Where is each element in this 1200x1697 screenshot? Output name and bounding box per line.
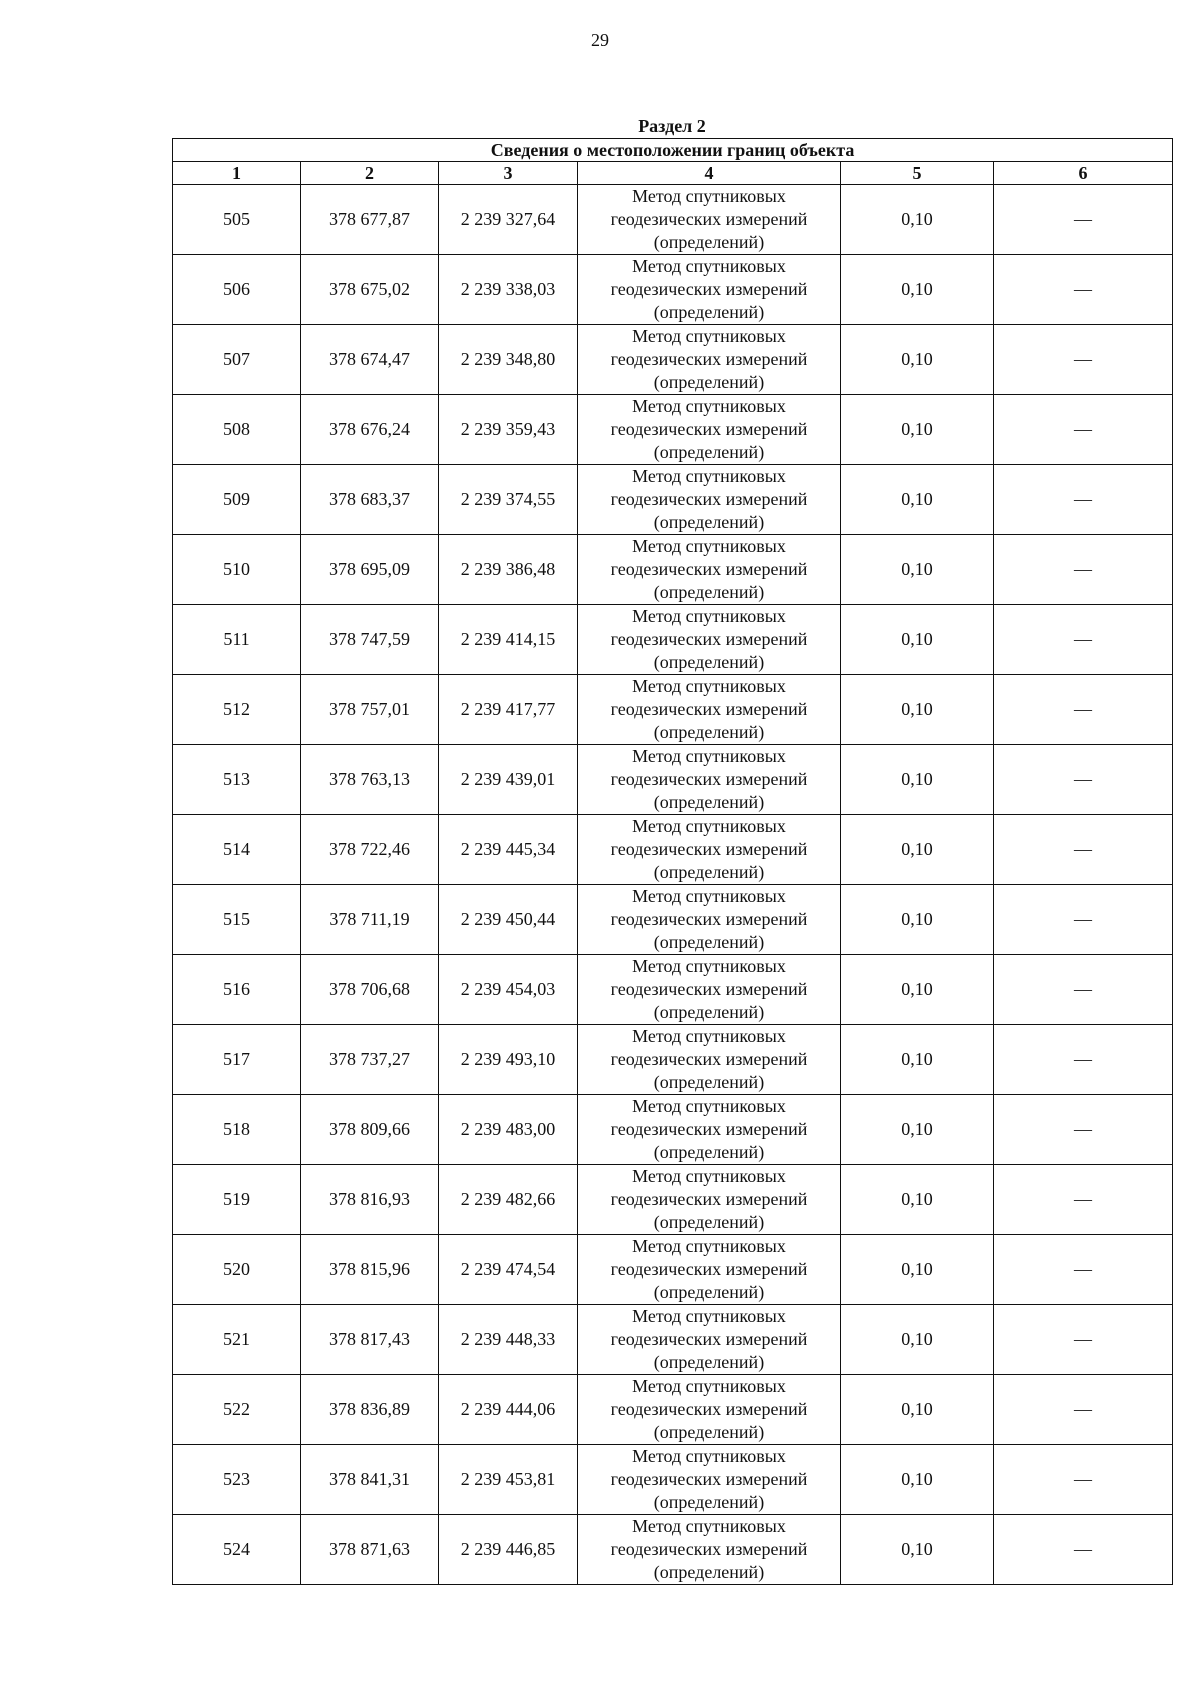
- note-cell: —: [994, 1305, 1173, 1375]
- table-row: [173, 1165, 1173, 1235]
- note-cell: —: [994, 1095, 1173, 1165]
- note-cell: —: [994, 745, 1173, 815]
- method-cell: [578, 1165, 841, 1235]
- table-row: [173, 1305, 1173, 1375]
- note-cell: —: [994, 465, 1173, 535]
- method-line: геодезических измерений: [610, 1189, 808, 1209]
- method-line: геодезических измерений: [610, 1469, 808, 1489]
- point-number-cell: 513: [173, 745, 301, 815]
- method-line: (определений): [653, 1212, 765, 1232]
- method-line: геодезических измерений: [610, 629, 808, 649]
- point-number-cell: 515: [173, 885, 301, 955]
- column-number: 1: [173, 162, 301, 185]
- note-cell: —: [994, 1375, 1173, 1445]
- method-line: Метод спутниковых: [632, 1516, 786, 1536]
- method-line: (определений): [653, 232, 765, 252]
- accuracy-cell: 0,10: [841, 675, 994, 745]
- method-line: (определений): [653, 652, 765, 672]
- x-coordinate-cell: 378 711,19: [301, 885, 439, 955]
- boundary-coordinates-table: [172, 138, 1173, 1585]
- accuracy-cell: 0,10: [841, 255, 994, 325]
- method-line: геодезических измерений: [610, 839, 808, 859]
- note-cell: —: [994, 255, 1173, 325]
- method-line: геодезических измерений: [610, 909, 808, 929]
- accuracy-cell: 0,10: [841, 745, 994, 815]
- x-coordinate-cell: 378 747,59: [301, 605, 439, 675]
- note-cell: —: [994, 1235, 1173, 1305]
- method-line: геодезических измерений: [610, 1049, 808, 1069]
- method-cell: [578, 255, 841, 325]
- method-line: геодезических измерений: [610, 489, 808, 509]
- method-line: геодезических измерений: [610, 279, 808, 299]
- y-coordinate-cell: 2 239 359,43: [439, 395, 578, 465]
- x-coordinate-cell: 378 836,89: [301, 1375, 439, 1445]
- accuracy-cell: 0,10: [841, 1445, 994, 1515]
- table-body: [173, 185, 1173, 1585]
- table-row: [173, 955, 1173, 1025]
- note-cell: —: [994, 815, 1173, 885]
- y-coordinate-cell: 2 239 483,00: [439, 1095, 578, 1165]
- table-row: [173, 815, 1173, 885]
- method-line: Метод спутниковых: [632, 606, 786, 626]
- method-line: Метод спутниковых: [632, 326, 786, 346]
- method-cell: [578, 1235, 841, 1305]
- x-coordinate-cell: 378 815,96: [301, 1235, 439, 1305]
- y-coordinate-cell: 2 239 439,01: [439, 745, 578, 815]
- method-line: (определений): [653, 1562, 765, 1582]
- method-cell: [578, 885, 841, 955]
- method-line: (определений): [653, 1282, 765, 1302]
- y-coordinate-cell: 2 239 446,85: [439, 1515, 578, 1585]
- point-number-cell: 521: [173, 1305, 301, 1375]
- method-line: (определений): [653, 442, 765, 462]
- column-number: 4: [578, 162, 841, 185]
- method-cell: [578, 535, 841, 605]
- note-cell: —: [994, 955, 1173, 1025]
- accuracy-cell: 0,10: [841, 885, 994, 955]
- y-coordinate-cell: 2 239 417,77: [439, 675, 578, 745]
- method-line: геодезических измерений: [610, 769, 808, 789]
- method-line: (определений): [653, 932, 765, 952]
- table-row: [173, 885, 1173, 955]
- accuracy-cell: 0,10: [841, 815, 994, 885]
- method-line: (определений): [653, 722, 765, 742]
- accuracy-cell: 0,10: [841, 1095, 994, 1165]
- method-cell: [578, 1375, 841, 1445]
- method-line: Метод спутниковых: [632, 1236, 786, 1256]
- accuracy-cell: 0,10: [841, 1305, 994, 1375]
- point-number-cell: 524: [173, 1515, 301, 1585]
- y-coordinate-cell: 2 239 474,54: [439, 1235, 578, 1305]
- table-row: [173, 675, 1173, 745]
- point-number-cell: 514: [173, 815, 301, 885]
- method-line: геодезических измерений: [610, 1119, 808, 1139]
- table-row: [173, 255, 1173, 325]
- method-line: Метод спутниковых: [632, 746, 786, 766]
- y-coordinate-cell: 2 239 482,66: [439, 1165, 578, 1235]
- y-coordinate-cell: 2 239 386,48: [439, 535, 578, 605]
- method-line: геодезических измерений: [610, 1399, 808, 1419]
- method-line: Метод спутниковых: [632, 886, 786, 906]
- note-cell: —: [994, 605, 1173, 675]
- note-cell: —: [994, 885, 1173, 955]
- method-line: Метод спутниковых: [632, 1096, 786, 1116]
- x-coordinate-cell: 378 816,93: [301, 1165, 439, 1235]
- accuracy-cell: 0,10: [841, 1235, 994, 1305]
- note-cell: —: [994, 1165, 1173, 1235]
- method-line: геодезических измерений: [610, 349, 808, 369]
- table-row: [173, 465, 1173, 535]
- method-cell: [578, 1515, 841, 1585]
- column-number: 3: [439, 162, 578, 185]
- method-line: Метод спутниковых: [632, 466, 786, 486]
- y-coordinate-cell: 2 239 338,03: [439, 255, 578, 325]
- method-line: Метод спутниковых: [632, 1306, 786, 1326]
- point-number-cell: 516: [173, 955, 301, 1025]
- y-coordinate-cell: 2 239 453,81: [439, 1445, 578, 1515]
- x-coordinate-cell: 378 763,13: [301, 745, 439, 815]
- column-number: 5: [841, 162, 994, 185]
- method-line: геодезических измерений: [610, 419, 808, 439]
- note-cell: —: [994, 1025, 1173, 1095]
- method-cell: [578, 1305, 841, 1375]
- x-coordinate-cell: 378 722,46: [301, 815, 439, 885]
- method-line: Метод спутниковых: [632, 1166, 786, 1186]
- note-cell: —: [994, 395, 1173, 465]
- x-coordinate-cell: 378 676,24: [301, 395, 439, 465]
- note-cell: —: [994, 1515, 1173, 1585]
- table-row: [173, 325, 1173, 395]
- method-line: Метод спутниковых: [632, 1446, 786, 1466]
- method-cell: [578, 1445, 841, 1515]
- point-number-cell: 510: [173, 535, 301, 605]
- accuracy-cell: 0,10: [841, 1375, 994, 1445]
- section-title: Раздел 2: [638, 116, 706, 136]
- method-line: геодезических измерений: [610, 1329, 808, 1349]
- method-line: (определений): [653, 1142, 765, 1162]
- note-cell: —: [994, 535, 1173, 605]
- accuracy-cell: 0,10: [841, 185, 994, 255]
- method-line: Метод спутниковых: [632, 536, 786, 556]
- method-cell: [578, 745, 841, 815]
- method-line: Метод спутниковых: [632, 676, 786, 696]
- y-coordinate-cell: 2 239 448,33: [439, 1305, 578, 1375]
- y-coordinate-cell: 2 239 445,34: [439, 815, 578, 885]
- method-line: (определений): [653, 1072, 765, 1092]
- x-coordinate-cell: 378 706,68: [301, 955, 439, 1025]
- method-line: Метод спутниковых: [632, 816, 786, 836]
- method-line: (определений): [653, 1422, 765, 1442]
- x-coordinate-cell: 378 809,66: [301, 1095, 439, 1165]
- x-coordinate-cell: 378 841,31: [301, 1445, 439, 1515]
- method-line: Метод спутниковых: [632, 396, 786, 416]
- method-line: (определений): [653, 862, 765, 882]
- y-coordinate-cell: 2 239 327,64: [439, 185, 578, 255]
- point-number-cell: 506: [173, 255, 301, 325]
- method-line: (определений): [653, 302, 765, 322]
- method-line: геодезических измерений: [610, 979, 808, 999]
- note-cell: —: [994, 1445, 1173, 1515]
- point-number-cell: 522: [173, 1375, 301, 1445]
- method-cell: [578, 465, 841, 535]
- accuracy-cell: 0,10: [841, 1025, 994, 1095]
- method-cell: [578, 325, 841, 395]
- accuracy-cell: 0,10: [841, 535, 994, 605]
- point-number-cell: 505: [173, 185, 301, 255]
- table-row: [173, 1095, 1173, 1165]
- method-line: геодезических измерений: [610, 699, 808, 719]
- method-cell: [578, 1095, 841, 1165]
- x-coordinate-cell: 378 675,02: [301, 255, 439, 325]
- column-number: 6: [994, 162, 1173, 185]
- y-coordinate-cell: 2 239 414,15: [439, 605, 578, 675]
- method-cell: [578, 955, 841, 1025]
- accuracy-cell: 0,10: [841, 605, 994, 675]
- method-line: геодезических измерений: [610, 1259, 808, 1279]
- x-coordinate-cell: 378 757,01: [301, 675, 439, 745]
- accuracy-cell: 0,10: [841, 465, 994, 535]
- point-number-cell: 509: [173, 465, 301, 535]
- table-caption: Сведения о местоположении границ объекта: [173, 139, 1173, 162]
- table-row: [173, 535, 1173, 605]
- note-cell: —: [994, 325, 1173, 395]
- table-row: [173, 1515, 1173, 1585]
- x-coordinate-cell: 378 674,47: [301, 325, 439, 395]
- table-row: [173, 1235, 1173, 1305]
- method-cell: [578, 675, 841, 745]
- table-row: [173, 1445, 1173, 1515]
- y-coordinate-cell: 2 239 450,44: [439, 885, 578, 955]
- method-line: Метод спутниковых: [632, 256, 786, 276]
- x-coordinate-cell: 378 677,87: [301, 185, 439, 255]
- method-cell: [578, 1025, 841, 1095]
- method-cell: [578, 185, 841, 255]
- y-coordinate-cell: 2 239 454,03: [439, 955, 578, 1025]
- method-cell: [578, 815, 841, 885]
- point-number-cell: 517: [173, 1025, 301, 1095]
- page-number: 29: [591, 30, 609, 50]
- y-coordinate-cell: 2 239 374,55: [439, 465, 578, 535]
- x-coordinate-cell: 378 817,43: [301, 1305, 439, 1375]
- note-cell: —: [994, 185, 1173, 255]
- method-line: Метод спутниковых: [632, 956, 786, 976]
- table-row: [173, 395, 1173, 465]
- point-number-cell: 518: [173, 1095, 301, 1165]
- y-coordinate-cell: 2 239 348,80: [439, 325, 578, 395]
- y-coordinate-cell: 2 239 444,06: [439, 1375, 578, 1445]
- method-line: (определений): [653, 372, 765, 392]
- point-number-cell: 519: [173, 1165, 301, 1235]
- point-number-cell: 523: [173, 1445, 301, 1515]
- method-cell: [578, 395, 841, 465]
- method-line: (определений): [653, 792, 765, 812]
- method-cell: [578, 605, 841, 675]
- point-number-cell: 508: [173, 395, 301, 465]
- point-number-cell: 520: [173, 1235, 301, 1305]
- table-row: [173, 1375, 1173, 1445]
- method-line: (определений): [653, 582, 765, 602]
- method-line: (определений): [653, 1002, 765, 1022]
- method-line: Метод спутниковых: [632, 1026, 786, 1046]
- method-line: Метод спутниковых: [632, 186, 786, 206]
- accuracy-cell: 0,10: [841, 1165, 994, 1235]
- note-cell: —: [994, 675, 1173, 745]
- accuracy-cell: 0,10: [841, 395, 994, 465]
- method-line: геодезических измерений: [610, 1539, 808, 1559]
- x-coordinate-cell: 378 871,63: [301, 1515, 439, 1585]
- method-line: (определений): [653, 1352, 765, 1372]
- x-coordinate-cell: 378 683,37: [301, 465, 439, 535]
- table-row: [173, 745, 1173, 815]
- table-row: [173, 185, 1173, 255]
- method-line: геодезических измерений: [610, 559, 808, 579]
- method-line: Метод спутниковых: [632, 1376, 786, 1396]
- x-coordinate-cell: 378 695,09: [301, 535, 439, 605]
- method-line: (определений): [653, 1492, 765, 1512]
- y-coordinate-cell: 2 239 493,10: [439, 1025, 578, 1095]
- point-number-cell: 512: [173, 675, 301, 745]
- accuracy-cell: 0,10: [841, 955, 994, 1025]
- method-line: геодезических измерений: [610, 209, 808, 229]
- column-number: 2: [301, 162, 439, 185]
- x-coordinate-cell: 378 737,27: [301, 1025, 439, 1095]
- point-number-cell: 507: [173, 325, 301, 395]
- table-row: [173, 1025, 1173, 1095]
- point-number-cell: 511: [173, 605, 301, 675]
- accuracy-cell: 0,10: [841, 325, 994, 395]
- method-line: (определений): [653, 512, 765, 532]
- table-row: [173, 605, 1173, 675]
- accuracy-cell: 0,10: [841, 1515, 994, 1585]
- column-number-row: [173, 162, 1173, 185]
